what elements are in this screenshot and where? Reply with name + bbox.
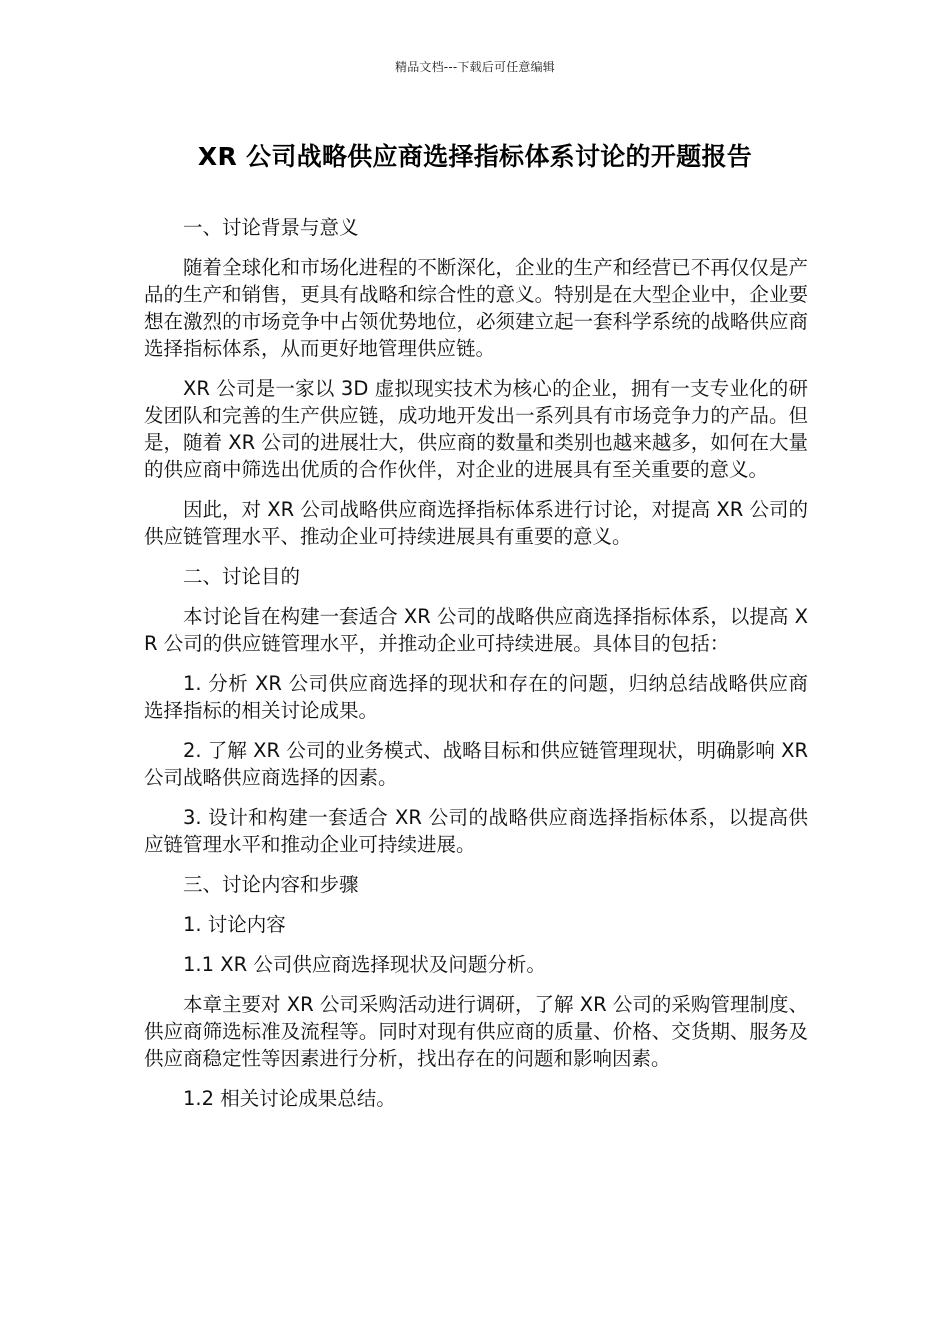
section-heading-background: 一、讨论背景与意义 xyxy=(183,216,359,239)
subheading-content: 1. 讨论内容 xyxy=(183,913,286,936)
list-item-purpose-3: 3. 设计和构建一套适合 XR 公司的战略供应商选择指标体系，以提高供应链管理水平和推动企业可持续进展。 xyxy=(144,806,808,856)
header-note: 精品文档---下载后可任意编辑 xyxy=(395,60,555,74)
list-item-purpose-2: 2. 了解 XR 公司的业务模式、战略目标和供应链管理现状，明确影响 XR 公司战略供应商选择的因素。 xyxy=(144,739,808,789)
paragraph-globalization: 随着全球化和市场化进程的不断深化，企业的生产和经营已不再仅仅是产品的生产和销售，更具有战略和综合性的意义。特别是在大型企业中，企业要想在激烈的市场竞争中占领优势地位，必须建立起一套科学系统的战略供应商选择指标体系，从而更好地管理供应链。 xyxy=(144,256,808,360)
subheading-related-results: 1.2 相关讨论成果总结。 xyxy=(183,1087,396,1110)
paragraph-company-intro: XR 公司是一家以 3D 虚拟现实技术为核心的企业，拥有一支专业化的研发团队和完善的生产供应链，成功地开发出一系列具有市场竞争力的产品。但是，随着 XR 公司的进展壮大，供应商的数量和类别也越来越多，如何在大量的供应商中筛选出优质的合作伙伴，对企业的进展具有至关重要的意义。 xyxy=(144,377,808,481)
section-heading-content: 三、讨论内容和步骤 xyxy=(183,873,359,896)
document-body xyxy=(144,214,808,1125)
page-title: XR 公司战略供应商选择指标体系讨论的开题报告 xyxy=(197,142,753,171)
paragraph-chapter-summary: 本章主要对 XR 公司采购活动进行调研，了解 XR 公司的采购管理制度、供应商筛选标准及流程等。同时对现有供应商的质量、价格、交货期、服务及供应商稳定性等因素进行分析，找出存在的问题和影响因素。 xyxy=(144,993,808,1070)
paragraph-purpose: 本讨论旨在构建一套适合 XR 公司的战略供应商选择指标体系，以提高 XR 公司的供应链管理水平，并推动企业可持续进展。具体目的包括： xyxy=(144,605,808,655)
subheading-current-status: 1.1 XR 公司供应商选择现状及问题分析。 xyxy=(183,953,546,976)
section-heading-purpose: 二、讨论目的 xyxy=(183,565,301,588)
paragraph-significance: 因此，对 XR 公司战略供应商选择指标体系进行讨论，对提高 XR 公司的供应链管理水平、推动企业可持续进展具有重要的意义。 xyxy=(144,498,808,548)
list-item-purpose-1: 1. 分析 XR 公司供应商选择的现状和存在的问题，归纳总结战略供应商选择指标的相关讨论成果。 xyxy=(144,672,808,722)
